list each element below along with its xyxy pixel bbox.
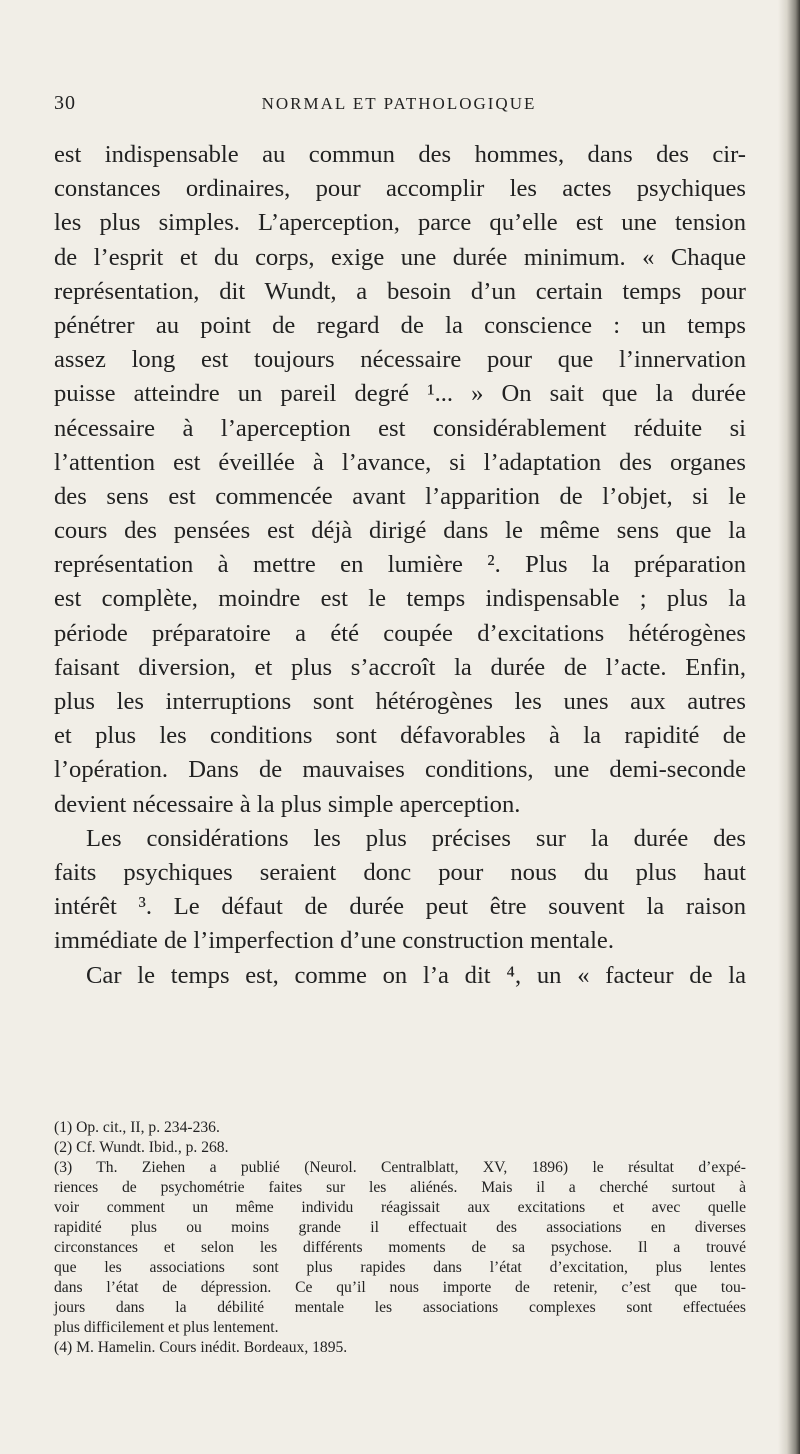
page-edge-shadow: [778, 0, 800, 1454]
footnote-line: jours dans la débilité mentale les associations complexes sont effectuées: [54, 1299, 746, 1316]
body-line: immédiate de l’imperfection d’une construction mentale.: [54, 927, 614, 955]
footnote-line: (3) Th. Ziehen a publié (Neurol. Centralblatt, XV, 1896) le résultat d’expé-: [54, 1159, 746, 1176]
body-line: et plus les conditions sont défavorables à la rapidité de: [54, 722, 746, 750]
footnote-line: (1) Op. cit., II, p. 234-236.: [54, 1119, 220, 1136]
footnotes: [54, 1118, 746, 1358]
footnote-line: voir comment un même individu réagissait aux excitations et avec quelle: [54, 1199, 746, 1216]
running-head: NORMAL ET PATHOLOGIQUE: [261, 94, 537, 113]
footnote-line: (4) M. Hamelin. Cours inédit. Bordeaux, 1895.: [54, 1339, 348, 1356]
body-line: plus les interruptions sont hétérogènes les unes aux autres: [54, 688, 746, 715]
body-line: période préparatoire a été coupée d’excitations hétérogènes: [54, 619, 746, 647]
footnote-line: que les associations sont plus rapides dans l’état d’excitation, plus lentes: [54, 1259, 746, 1276]
footnote-line: circonstances et selon les différents moments de sa psychose. Il a trouvé: [54, 1239, 746, 1256]
body-line: de l’esprit et du corps, exige une durée minimum. « Chaque: [54, 243, 746, 271]
body-line: cours des pensées est déjà dirigé dans le même sens que la: [54, 517, 746, 545]
page-number: 30: [54, 92, 76, 114]
page-header: [54, 92, 744, 122]
body-line: Car le temps est, comme on l’a dit ⁴, un « facteur de la: [86, 961, 746, 989]
body-line: Les considérations les plus précises sur la durée des: [86, 824, 746, 852]
body-text: [54, 138, 746, 993]
footnote-line: plus difficilement et plus lentement.: [54, 1319, 279, 1336]
footnote-line: (2) Cf. Wundt. Ibid., p. 268.: [54, 1139, 229, 1156]
body-line: l’attention est éveillée à l’avance, si l’adaptation des organes: [54, 448, 746, 476]
body-line: est indispensable au commun des hommes, dans des cir-: [54, 141, 746, 168]
body-line: devient nécessaire à la plus simple aperception.: [54, 790, 521, 818]
body-line: intérêt ³. Le défaut de durée peut être souvent la raison: [54, 893, 746, 921]
body-line: représentation, dit Wundt, a besoin d’un certain temps pour: [54, 277, 746, 305]
body-line: assez long est toujours nécessaire pour que l’innervation: [54, 346, 746, 374]
body-line: représentation à mettre en lumière ². Plus la préparation: [54, 551, 746, 579]
body-line: pénétrer au point de regard de la conscience : un temps: [54, 311, 746, 339]
body-line: nécessaire à l’aperception est considérablement réduite si: [54, 414, 746, 442]
body-line: faisant diversion, et plus s’accroît la durée de l’acte. Enfin,: [54, 653, 746, 681]
footnote-line: riences de psychométrie faites sur les aliénés. Mais il a cherché surtout à: [54, 1179, 746, 1196]
footnote-line: dans l’état de dépression. Ce qu’il nous importe de retenir, c’est que tou-: [54, 1279, 746, 1296]
body-line: puisse atteindre un pareil degré ¹... » On sait que la durée: [54, 380, 746, 408]
body-line: les plus simples. L’aperception, parce qu’elle est une tension: [54, 209, 746, 237]
body-line: des sens est commencée avant l’apparition de l’objet, si le: [54, 482, 746, 510]
body-line: faits psychiques seraient donc pour nous du plus haut: [54, 858, 746, 886]
footnote-line: rapidité plus ou moins grande il effectuait des associations en diverses: [54, 1219, 746, 1236]
body-line: l’opération. Dans de mauvaises conditions, une demi-seconde: [54, 756, 746, 784]
body-line: constances ordinaires, pour accomplir les actes psychiques: [54, 175, 746, 203]
body-line: est complète, moindre est le temps indispensable ; plus la: [54, 585, 746, 613]
